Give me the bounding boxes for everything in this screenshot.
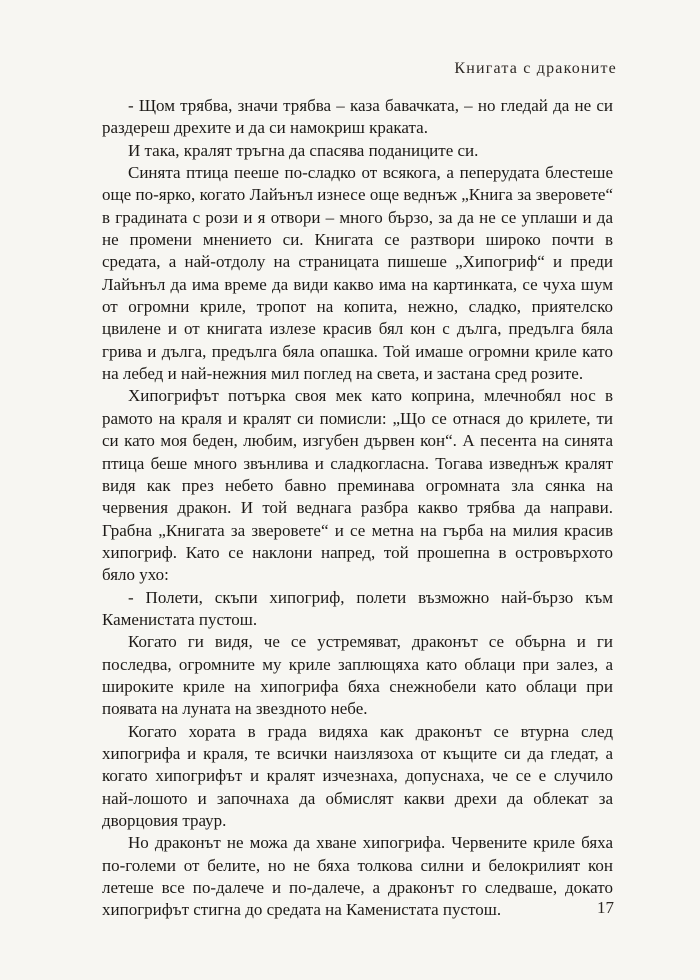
page-number: 17 [597,898,614,917]
body-text [102,95,613,922]
paragraph: Синята птица пееше по-сладко от всякога, а пеперудата блестеше още по-ярко, когато Лайънъл изнесе още веднъж „Книга за зверовете“ в градината с рози и я отвори – много бързо, за да не се уплаши и да не промени мнението си. Книгата се разтвори широко почти в средата, а най-отдолу на страницата пишеше „Хипогриф“ и преди Лайънъл да има време да види какво има на картинката, се чуха шум от огромни криле, тропот на копита, нежно, сладко, приятелско цвилене и от книгата излезе красив бял кон с дълга, предълга бяла грива и дълга, предълга бяла опашка. Той имаше огромни криле като на лебед и най-нежния мил поглед на света, и застана сред розите. [102,163,613,384]
paragraph: И така, кралят тръгна да спасява поданиците си. [128,140,479,160]
paragraph: Хипогрифът потърка своя мек като коприна, млечнобял нос в рамото на краля и кралят си помисли: „Що се отнася до крилете, ти си като моя беден, любим, изгубен дървен кон“. А песента на синята птица беше много звънлива и сладкогласна. Тогава изведнъж кралят видя как през небето бавно преминава огромната зла сянка на червения дракон. И той веднага разбра какво трябва да направи. Грабна „Книгата за зверовете“ и се метна на гърба на милия красив хипогриф. Като се наклони напред, той прошепна в островърхото бяло ухо: [102,386,613,585]
paragraph: - Щом трябва, значи трябва – каза бавачката, – но гледай да не си раздереш дрехите и да си намокриш краката. [102,96,613,138]
paragraph: Когато хората в града видяха как драконът се втурна след хипогрифа и краля, те всички наизлязоха от къщите си да гледат, а когато хипогрифът и кралят изчезнаха, допуснаха, че се е случило най-лошото и започнаха да обмислят какви дрехи да облекат за дворцовия траур. [102,721,613,830]
paragraph: Когато ги видя, че се устремяват, драконът се обърна и ги последва, огромните му криле заплющяха като облаци при залез, а широките криле на хипогрифа бяха снежнобели като облаци при появата на луната на звездното небе. [102,632,613,719]
running-header: Книгата с драконите [454,60,617,77]
paragraph: - Полети, скъпи хипогриф, полети възможно най-бързо към Каменистата пустош. [102,587,613,629]
paragraph: Но драконът не можа да хване хипогрифа. Червените криле бяха по-големи от белите, но не бяха толкова силни и белокрилият кон летеше все по-далече и по-далече, а драконът го следваше, докато хипогрифът стигна до средата на Каменистата пустош. [102,833,613,920]
